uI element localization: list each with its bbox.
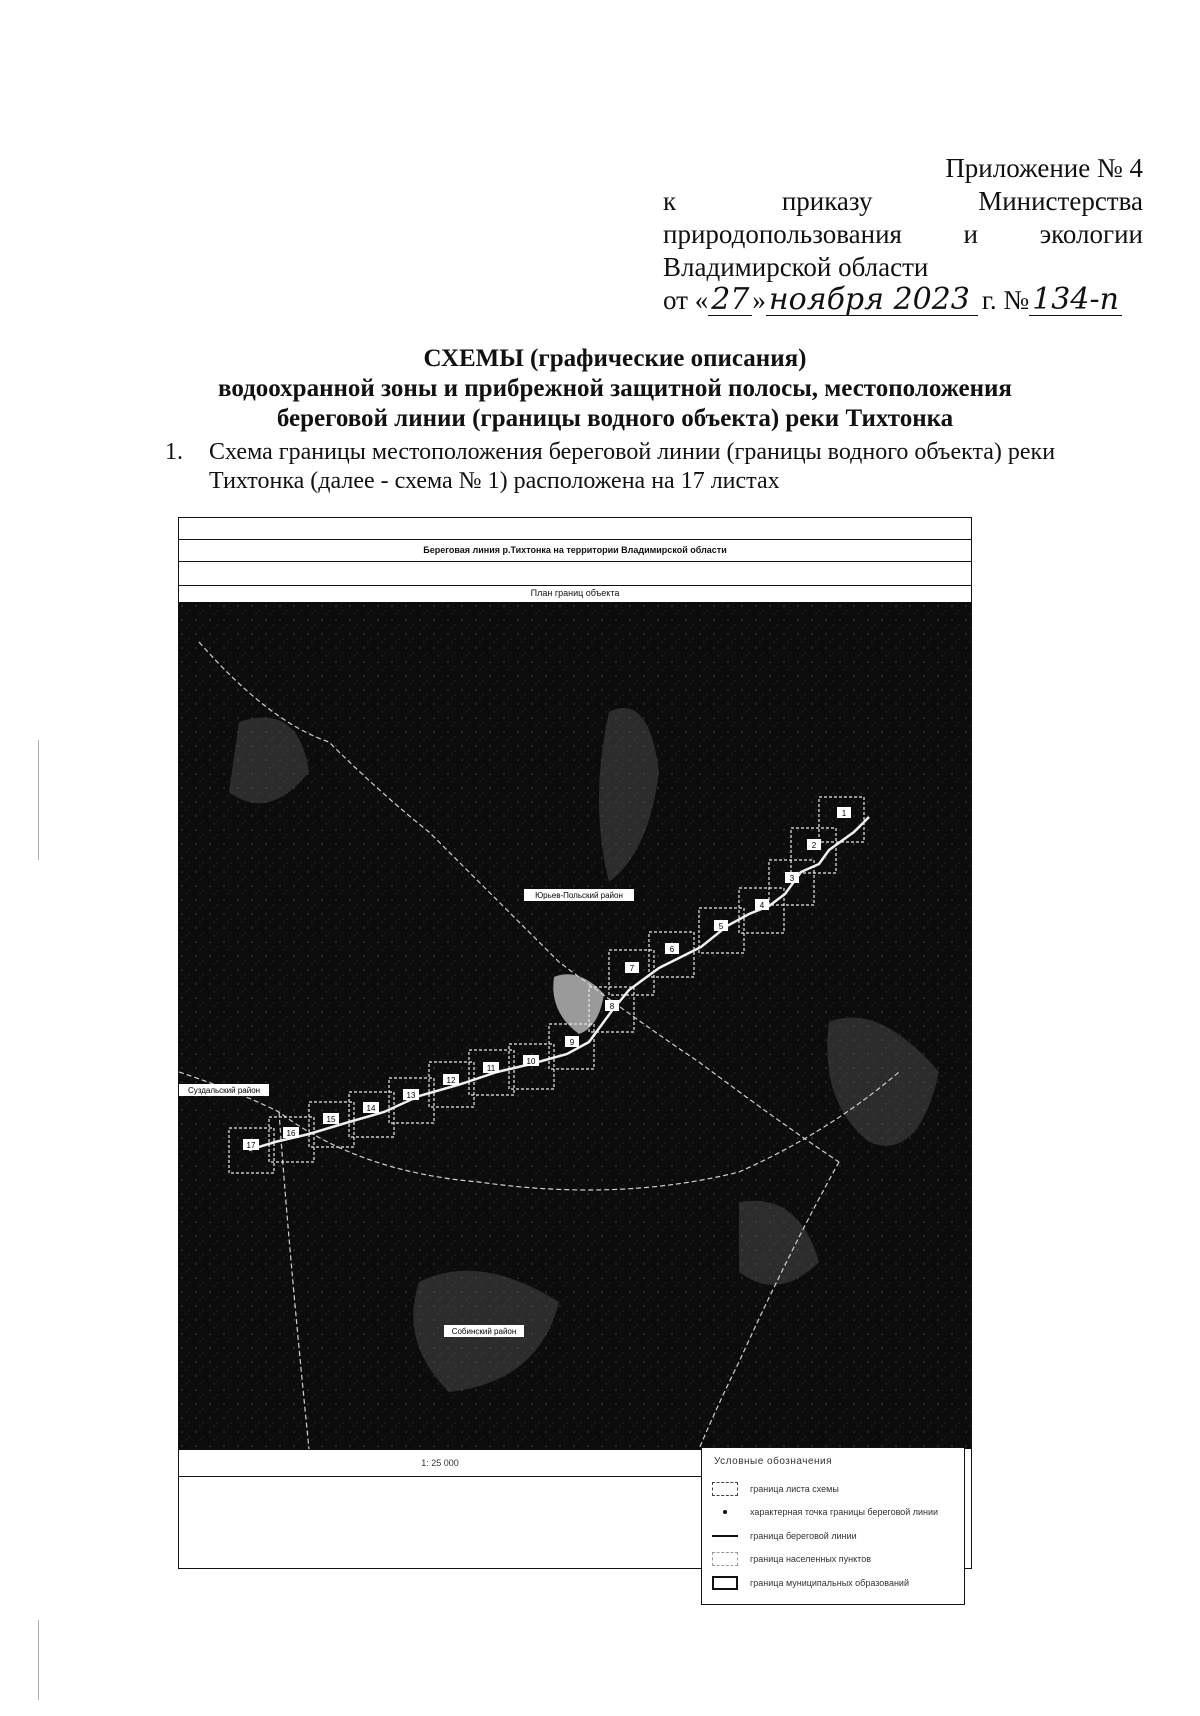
legend-symbol — [712, 1535, 738, 1537]
sheet-number-label: 15 — [326, 1115, 336, 1124]
district-label: Собинский район — [451, 1327, 517, 1336]
sheet-band — [179, 518, 971, 540]
legend-title: Условные обозначения — [714, 1456, 833, 1467]
legend-label: граница муниципальных образований — [750, 1578, 909, 1588]
document-title — [150, 344, 1080, 434]
sheet-number-label: 5 — [718, 922, 724, 931]
legend-item — [712, 1551, 957, 1567]
legend-item — [712, 1575, 957, 1591]
appendix-word: природопользования — [663, 219, 902, 249]
title-line: СХЕМЫ (графические описания) — [423, 345, 807, 372]
map-image — [179, 602, 971, 1449]
legend-symbol — [712, 1576, 738, 1590]
appendix-word: экологии — [1039, 219, 1143, 249]
sheet-number-label: 6 — [669, 945, 675, 954]
sheet-number-label: 10 — [526, 1057, 536, 1066]
list-item — [165, 438, 1095, 496]
legend-label: граница листа схемы — [750, 1484, 839, 1494]
title-line: береговой линии (границы водного объекта) реки Тихтонка — [276, 405, 954, 432]
legend-symbol — [712, 1505, 738, 1519]
date-prefix: от « — [663, 285, 709, 315]
date-year-suffix: г. № — [981, 285, 1030, 315]
sheet-header: Береговая линия р.Тихтонка на территории Владимирской области — [179, 539, 971, 562]
order-number: 134-п — [1029, 285, 1122, 316]
sheet-number-label: 11 — [486, 1064, 496, 1073]
sheet-number-label: 9 — [569, 1038, 575, 1047]
list-item-number: 1. — [165, 439, 183, 465]
map-svg — [179, 602, 971, 1449]
scan-edge-mark — [38, 740, 39, 860]
date-day: 27 — [708, 285, 752, 316]
sheet-number-label: 8 — [609, 1002, 615, 1011]
appendix-word: Министерства — [978, 186, 1143, 216]
map-scale: 1: 25 000 — [179, 1449, 701, 1477]
scan-edge-mark — [38, 1620, 39, 1700]
map-legend — [701, 1447, 965, 1605]
title-line: водоохранной зоны и прибрежной защитной полосы, местоположения — [218, 375, 1012, 402]
appendix-word: приказу — [781, 186, 873, 216]
sheet-number-label: 16 — [286, 1129, 296, 1138]
appendix-number: Приложение № 4 — [945, 153, 1143, 183]
legend-label: характерная точка границы береговой линии — [750, 1507, 939, 1517]
appendix-word: к — [663, 186, 677, 216]
legend-symbol — [712, 1552, 738, 1566]
sheet-number-label: 13 — [406, 1091, 416, 1100]
date-month-year: ноября 2023 — [766, 285, 978, 316]
legend-label: граница береговой линии — [750, 1531, 857, 1541]
sheet-subheader: План границ объекта — [179, 585, 971, 603]
sheet-number-label: 2 — [811, 841, 817, 850]
legend-symbol — [712, 1482, 738, 1496]
sheet-number-label: 1 — [841, 809, 847, 818]
legend-item — [712, 1481, 957, 1497]
sheet-number-label: 17 — [246, 1141, 256, 1150]
sheet-number-label: 7 — [629, 964, 635, 973]
legend-label: граница населенных пунктов — [750, 1554, 871, 1564]
appendix-word: и — [963, 219, 978, 249]
legend-item — [712, 1528, 957, 1544]
appendix-block — [663, 152, 1143, 317]
date-sep: » — [752, 285, 766, 315]
scheme-sheet — [178, 517, 972, 1588]
sheet-number-label: 4 — [759, 901, 765, 910]
sheet-number-label: 3 — [789, 874, 795, 883]
district-label: Суздальский район — [187, 1086, 261, 1095]
district-label: Юрьев-Польский район — [535, 891, 623, 900]
sheet-number-label: 12 — [446, 1076, 456, 1085]
sheet-band — [179, 561, 971, 586]
legend-item — [712, 1504, 957, 1520]
list-item-text: Схема границы местоположения береговой линии (границы водного объекта) реки Тихтонка (далее - схема № 1) расположена на 17 листах — [209, 439, 1056, 494]
appendix-region: Владимирской области — [663, 252, 929, 282]
sheet-number-label: 14 — [366, 1104, 376, 1113]
